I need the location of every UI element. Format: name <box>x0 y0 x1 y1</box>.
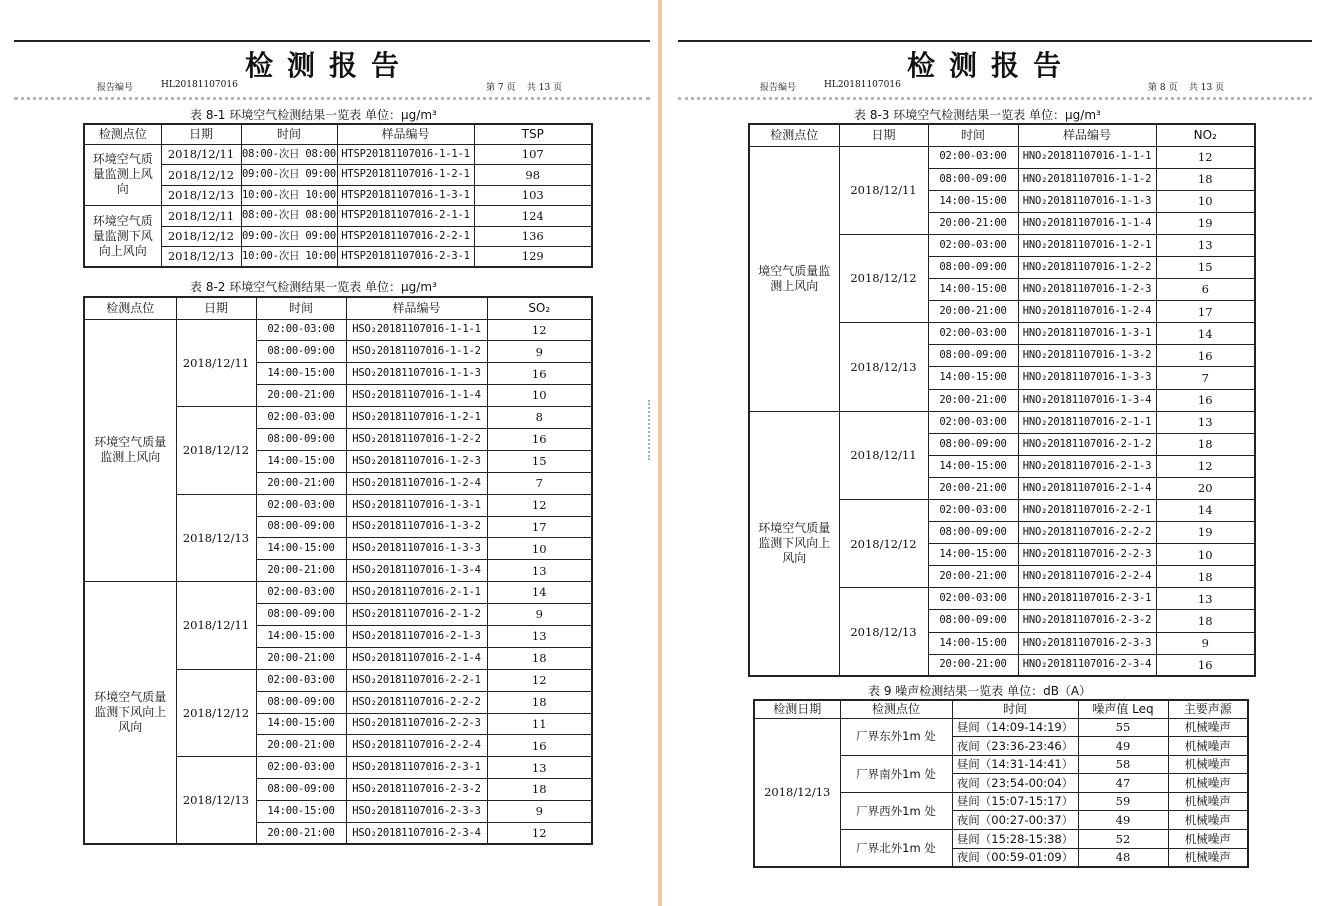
time-cell: 08:00-09:00 <box>256 341 346 363</box>
date-cell: 2018/12/13 <box>176 494 256 582</box>
source-cell: 机械噪声 <box>1168 755 1248 774</box>
location-cell: 环境空气质量监测下风向上风向 <box>84 206 161 268</box>
time-cell: 09:00-次日 09:00 <box>241 165 337 186</box>
value-cell: 13 <box>487 560 592 582</box>
table-8-1 <box>83 123 593 268</box>
value-cell: 59 <box>1078 792 1168 811</box>
column-header: 时间 <box>928 124 1018 146</box>
value-cell: 13 <box>1156 411 1255 433</box>
time-cell: 02:00-03:00 <box>256 494 346 516</box>
value-cell: 16 <box>1156 345 1255 367</box>
header-row <box>84 124 592 144</box>
location-cell: 环境空气质量监测上风向 <box>84 319 176 582</box>
column-header: 噪声值 Leq <box>1078 700 1168 718</box>
column-header: 样品编号 <box>1018 124 1156 146</box>
value-cell: 10 <box>1156 544 1255 566</box>
time-cell: 14:00-15:00 <box>256 538 346 560</box>
value-cell: 18 <box>1156 433 1255 455</box>
value-cell: 18 <box>487 647 592 669</box>
sample-id-cell: HNO₂20181107016-1-2-2 <box>1018 256 1156 278</box>
time-cell: 夜间（23:36-23:46） <box>952 737 1078 756</box>
sample-id-cell: HSO₂20181107016-2-2-3 <box>346 713 487 735</box>
time-cell: 昼间（15:28-15:38） <box>952 830 1078 849</box>
value-cell: 52 <box>1078 830 1168 849</box>
header-divider <box>678 97 1312 100</box>
date-cell: 2018/12/11 <box>161 144 241 165</box>
value-cell: 6 <box>1156 279 1255 301</box>
value-cell: 16 <box>1156 389 1255 411</box>
location-cell: 环境空气质量监测下风向上风向 <box>749 411 839 676</box>
column-header: 检测点位 <box>84 124 161 144</box>
column-header: TSP <box>474 124 592 144</box>
time-cell: 14:00-15:00 <box>928 190 1018 212</box>
sample-id-cell: HNO₂20181107016-2-2-3 <box>1018 544 1156 566</box>
time-cell: 08:00-09:00 <box>256 428 346 450</box>
time-cell: 20:00-21:00 <box>928 654 1018 676</box>
header-rule <box>14 40 650 42</box>
time-cell: 02:00-03:00 <box>928 146 1018 168</box>
sample-id-cell: HSO₂20181107016-2-3-2 <box>346 779 487 801</box>
value-cell: 15 <box>1156 256 1255 278</box>
sample-id-cell: HNO₂20181107016-2-3-2 <box>1018 610 1156 632</box>
sample-id-cell: HNO₂20181107016-2-1-2 <box>1018 433 1156 455</box>
column-header: 检测点位 <box>840 700 952 718</box>
location-cell: 厂界东外1m 处 <box>840 718 952 755</box>
source-cell: 机械噪声 <box>1168 830 1248 849</box>
sample-id-cell: HSO₂20181107016-1-1-4 <box>346 385 487 407</box>
time-cell: 夜间（00:59-01:09） <box>952 848 1078 867</box>
sample-id-cell: HSO₂20181107016-1-3-3 <box>346 538 487 560</box>
time-cell: 08:00-09:00 <box>928 610 1018 632</box>
time-cell: 02:00-03:00 <box>256 582 346 604</box>
time-cell: 09:00-次日 09:00 <box>241 226 337 247</box>
value-cell: 18 <box>1156 610 1255 632</box>
sample-id-cell: HNO₂20181107016-2-3-3 <box>1018 632 1156 654</box>
time-cell: 10:00-次日 10:00 <box>241 247 337 268</box>
sample-id-cell: HSO₂20181107016-1-2-4 <box>346 472 487 494</box>
time-cell: 20:00-21:00 <box>256 472 346 494</box>
location-cell: 环境空气质量监测上风向 <box>84 144 161 206</box>
time-cell: 20:00-21:00 <box>928 212 1018 234</box>
time-cell: 14:00-15:00 <box>928 279 1018 301</box>
sample-id-cell: HSO₂20181107016-2-3-3 <box>346 801 487 823</box>
table-8-3-caption: 表 8-3 环境空气检测结果一览表 单位：μg/m³ <box>854 108 1101 122</box>
column-header: 时间 <box>952 700 1078 718</box>
time-cell: 08:00-09:00 <box>928 168 1018 190</box>
sample-id-cell: HNO₂20181107016-1-1-1 <box>1018 146 1156 168</box>
value-cell: 19 <box>1156 212 1255 234</box>
value-cell: 129 <box>474 247 592 268</box>
time-cell: 昼间（15:07-15:17） <box>952 792 1078 811</box>
sample-id-cell: HSO₂20181107016-1-1-3 <box>346 363 487 385</box>
sample-id-cell: HTSP20181107016-2-1-1 <box>337 206 474 227</box>
sample-id-cell: HSO₂20181107016-2-1-2 <box>346 604 487 626</box>
date-cell: 2018/12/13 <box>176 757 256 845</box>
table-8-2-caption: 表 8-2 环境空气检测结果一览表 单位：μg/m³ <box>190 280 437 294</box>
source-cell: 机械噪声 <box>1168 811 1248 830</box>
date-cell: 2018/12/11 <box>176 319 256 407</box>
value-cell: 14 <box>1156 323 1255 345</box>
value-cell: 7 <box>487 472 592 494</box>
value-cell: 16 <box>1156 654 1255 676</box>
time-cell: 夜间（00:27-00:37） <box>952 811 1078 830</box>
sample-id-cell: HNO₂20181107016-1-2-1 <box>1018 234 1156 256</box>
time-cell: 08:00-09:00 <box>928 256 1018 278</box>
date-cell: 2018/12/13 <box>839 588 928 676</box>
value-cell: 49 <box>1078 811 1168 830</box>
time-cell: 02:00-03:00 <box>928 588 1018 610</box>
value-cell: 9 <box>487 341 592 363</box>
sample-id-cell: HNO₂20181107016-1-1-2 <box>1018 168 1156 190</box>
sample-id-cell: HSO₂20181107016-1-2-2 <box>346 428 487 450</box>
value-cell: 16 <box>487 363 592 385</box>
date-cell: 2018/12/12 <box>161 226 241 247</box>
table-row <box>84 185 592 206</box>
sample-id-cell: HSO₂20181107016-1-1-1 <box>346 319 487 341</box>
time-cell: 20:00-21:00 <box>256 560 346 582</box>
report-no: HL20181107016 <box>161 80 238 90</box>
time-cell: 02:00-03:00 <box>256 319 346 341</box>
sample-id-cell: HNO₂20181107016-2-2-2 <box>1018 522 1156 544</box>
page-number: 第 8 页 共 13 页 <box>1148 83 1225 93</box>
time-cell: 02:00-03:00 <box>928 234 1018 256</box>
table-row <box>84 144 592 165</box>
date-cell: 2018/12/13 <box>839 323 928 411</box>
time-cell: 08:00-09:00 <box>928 433 1018 455</box>
time-cell: 14:00-15:00 <box>256 363 346 385</box>
column-header: 日期 <box>839 124 928 146</box>
table-row <box>754 718 1248 737</box>
table-row <box>749 411 1255 433</box>
time-cell: 14:00-15:00 <box>928 367 1018 389</box>
sample-id-cell: HSO₂20181107016-1-3-1 <box>346 494 487 516</box>
date-cell: 2018/12/13 <box>754 718 840 867</box>
value-cell: 14 <box>487 582 592 604</box>
value-cell: 9 <box>487 801 592 823</box>
sample-id-cell: HSO₂20181107016-2-1-4 <box>346 647 487 669</box>
time-cell: 20:00-21:00 <box>256 735 346 757</box>
time-cell: 20:00-21:00 <box>256 647 346 669</box>
column-header: 时间 <box>256 297 346 319</box>
time-cell: 20:00-21:00 <box>928 566 1018 588</box>
column-header: NO₂ <box>1156 124 1255 146</box>
source-cell: 机械噪声 <box>1168 718 1248 737</box>
table-row <box>84 165 592 186</box>
value-cell: 18 <box>487 691 592 713</box>
date-cell: 2018/12/11 <box>839 146 928 234</box>
value-cell: 107 <box>474 144 592 165</box>
table-row <box>749 146 1255 168</box>
sample-id-cell: HSO₂20181107016-2-2-4 <box>346 735 487 757</box>
location-cell: 环境空气质量监测下风向上风向 <box>84 582 176 845</box>
sample-id-cell: HSO₂20181107016-1-2-1 <box>346 407 487 429</box>
time-cell: 14:00-15:00 <box>256 801 346 823</box>
value-cell: 14 <box>1156 500 1255 522</box>
sample-id-cell: HNO₂20181107016-1-3-2 <box>1018 345 1156 367</box>
value-cell: 7 <box>1156 367 1255 389</box>
header-row <box>84 297 592 319</box>
value-cell: 10 <box>487 385 592 407</box>
value-cell: 48 <box>1078 848 1168 867</box>
table-row <box>84 319 592 341</box>
page-title: 检测报告 <box>906 49 1075 82</box>
date-cell: 2018/12/12 <box>161 165 241 186</box>
value-cell: 124 <box>474 206 592 227</box>
date-cell: 2018/12/12 <box>176 407 256 495</box>
value-cell: 9 <box>487 604 592 626</box>
sample-id-cell: HNO₂20181107016-2-2-4 <box>1018 566 1156 588</box>
sample-id-cell: HNO₂20181107016-1-1-4 <box>1018 212 1156 234</box>
time-cell: 02:00-03:00 <box>928 323 1018 345</box>
sample-id-cell: HNO₂20181107016-2-1-4 <box>1018 477 1156 499</box>
location-cell: 厂界南外1m 处 <box>840 755 952 792</box>
time-cell: 02:00-03:00 <box>928 500 1018 522</box>
value-cell: 17 <box>487 516 592 538</box>
page-title: 检测报告 <box>244 49 413 82</box>
sample-id-cell: HTSP20181107016-1-3-1 <box>337 185 474 206</box>
value-cell: 12 <box>487 494 592 516</box>
time-cell: 20:00-21:00 <box>256 822 346 844</box>
value-cell: 13 <box>1156 234 1255 256</box>
date-cell: 2018/12/12 <box>176 669 256 757</box>
column-header: 主要声源 <box>1168 700 1248 718</box>
column-header: 日期 <box>161 124 241 144</box>
value-cell: 13 <box>487 625 592 647</box>
value-cell: 20 <box>1156 477 1255 499</box>
date-cell: 2018/12/11 <box>161 206 241 227</box>
value-cell: 11 <box>487 713 592 735</box>
time-cell: 08:00-次日 08:00 <box>241 144 337 165</box>
sample-id-cell: HNO₂20181107016-2-3-4 <box>1018 654 1156 676</box>
time-cell: 10:00-次日 10:00 <box>241 185 337 206</box>
value-cell: 13 <box>1156 588 1255 610</box>
sample-id-cell: HSO₂20181107016-2-2-2 <box>346 691 487 713</box>
source-cell: 机械噪声 <box>1168 848 1248 867</box>
sample-id-cell: HNO₂20181107016-1-2-4 <box>1018 301 1156 323</box>
time-cell: 20:00-21:00 <box>928 477 1018 499</box>
time-cell: 02:00-03:00 <box>256 757 346 779</box>
value-cell: 16 <box>487 735 592 757</box>
value-cell: 98 <box>474 165 592 186</box>
date-cell: 2018/12/11 <box>839 411 928 499</box>
location-cell: 境空气质量监测上风向 <box>749 146 839 411</box>
column-header: 样品编号 <box>337 124 474 144</box>
value-cell: 13 <box>487 757 592 779</box>
sample-id-cell: HSO₂20181107016-2-1-1 <box>346 582 487 604</box>
time-cell: 14:00-15:00 <box>256 450 346 472</box>
time-cell: 20:00-21:00 <box>928 301 1018 323</box>
source-cell: 机械噪声 <box>1168 792 1248 811</box>
sample-id-cell: HSO₂20181107016-2-3-4 <box>346 822 487 844</box>
time-cell: 昼间（14:31-14:41） <box>952 755 1078 774</box>
value-cell: 49 <box>1078 737 1168 756</box>
table-8-3 <box>748 123 1256 677</box>
value-cell: 16 <box>487 428 592 450</box>
sample-id-cell: HNO₂20181107016-1-3-4 <box>1018 389 1156 411</box>
time-cell: 14:00-15:00 <box>928 544 1018 566</box>
sample-id-cell: HTSP20181107016-2-2-1 <box>337 226 474 247</box>
value-cell: 55 <box>1078 718 1168 737</box>
table-row <box>84 247 592 268</box>
time-cell: 14:00-15:00 <box>928 455 1018 477</box>
time-cell: 14:00-15:00 <box>256 625 346 647</box>
sample-id-cell: HNO₂20181107016-1-3-3 <box>1018 367 1156 389</box>
column-header: 样品编号 <box>346 297 487 319</box>
report-no-label: 报告编号 <box>760 83 797 93</box>
time-cell: 14:00-15:00 <box>256 713 346 735</box>
time-cell: 02:00-03:00 <box>928 411 1018 433</box>
header-row <box>749 124 1255 146</box>
sample-id-cell: HNO₂20181107016-2-3-1 <box>1018 588 1156 610</box>
time-cell: 02:00-03:00 <box>256 407 346 429</box>
sample-id-cell: HSO₂20181107016-1-3-4 <box>346 560 487 582</box>
date-cell: 2018/12/11 <box>176 582 256 670</box>
sample-id-cell: HSO₂20181107016-1-2-3 <box>346 450 487 472</box>
table-row <box>84 582 592 604</box>
page-number: 第 7 页 共 13 页 <box>486 83 563 93</box>
date-cell: 2018/12/12 <box>839 500 928 588</box>
value-cell: 58 <box>1078 755 1168 774</box>
value-cell: 15 <box>487 450 592 472</box>
value-cell: 9 <box>1156 632 1255 654</box>
time-cell: 08:00-09:00 <box>256 604 346 626</box>
sample-id-cell: HTSP20181107016-2-3-1 <box>337 247 474 268</box>
source-cell: 机械噪声 <box>1168 774 1248 793</box>
time-cell: 08:00-09:00 <box>928 345 1018 367</box>
sample-id-cell: HSO₂20181107016-2-2-1 <box>346 669 487 691</box>
sample-id-cell: HSO₂20181107016-1-3-2 <box>346 516 487 538</box>
sample-id-cell: HSO₂20181107016-1-1-2 <box>346 341 487 363</box>
report-no-label: 报告编号 <box>97 83 134 93</box>
time-cell: 08:00-09:00 <box>256 779 346 801</box>
value-cell: 8 <box>487 407 592 429</box>
value-cell: 12 <box>487 319 592 341</box>
table-9-caption: 表 9 噪声检测结果一览表 单位：dB（A） <box>868 684 1092 698</box>
sample-id-cell: HTSP20181107016-1-2-1 <box>337 165 474 186</box>
sample-id-cell: HTSP20181107016-1-1-1 <box>337 144 474 165</box>
header-divider <box>14 97 650 100</box>
value-cell: 17 <box>1156 301 1255 323</box>
time-cell: 02:00-03:00 <box>256 669 346 691</box>
value-cell: 12 <box>1156 146 1255 168</box>
sample-id-cell: HNO₂20181107016-2-1-1 <box>1018 411 1156 433</box>
column-header: 时间 <box>241 124 337 144</box>
column-header: 检测日期 <box>754 700 840 718</box>
report-page-8 <box>662 0 1320 906</box>
header-rule <box>678 40 1312 42</box>
location-cell: 厂界北外1m 处 <box>840 830 952 867</box>
report-page-7 <box>0 0 658 906</box>
sample-id-cell: HNO₂20181107016-2-1-3 <box>1018 455 1156 477</box>
time-cell: 昼间（14:09-14:19） <box>952 718 1078 737</box>
time-cell: 20:00-21:00 <box>928 389 1018 411</box>
value-cell: 10 <box>487 538 592 560</box>
time-cell: 20:00-21:00 <box>256 385 346 407</box>
location-cell: 厂界西外1m 处 <box>840 792 952 829</box>
column-header: SO₂ <box>487 297 592 319</box>
source-cell: 机械噪声 <box>1168 737 1248 756</box>
value-cell: 47 <box>1078 774 1168 793</box>
time-cell: 08:00-09:00 <box>256 516 346 538</box>
date-cell: 2018/12/13 <box>161 247 241 268</box>
header-row <box>754 700 1248 718</box>
value-cell: 12 <box>487 669 592 691</box>
column-header: 检测点位 <box>84 297 176 319</box>
sample-id-cell: HNO₂20181107016-2-2-1 <box>1018 500 1156 522</box>
time-cell: 08:00-09:00 <box>928 522 1018 544</box>
table-row <box>84 206 592 227</box>
sample-id-cell: HSO₂20181107016-2-3-1 <box>346 757 487 779</box>
value-cell: 18 <box>1156 168 1255 190</box>
table-8-2 <box>83 296 593 845</box>
table-8-1-caption: 表 8-1 环境空气检测结果一览表 单位：μg/m³ <box>190 108 437 122</box>
column-header: 检测点位 <box>749 124 839 146</box>
date-cell: 2018/12/13 <box>161 185 241 206</box>
scan-marks <box>648 400 656 460</box>
value-cell: 136 <box>474 226 592 247</box>
table-9 <box>753 699 1249 868</box>
sample-id-cell: HNO₂20181107016-1-2-3 <box>1018 279 1156 301</box>
time-cell: 夜间（23:54-00:04） <box>952 774 1078 793</box>
value-cell: 18 <box>487 779 592 801</box>
value-cell: 103 <box>474 185 592 206</box>
sample-id-cell: HNO₂20181107016-1-1-3 <box>1018 190 1156 212</box>
sample-id-cell: HSO₂20181107016-2-1-3 <box>346 625 487 647</box>
report-no: HL20181107016 <box>824 80 901 90</box>
time-cell: 08:00-次日 08:00 <box>241 206 337 227</box>
value-cell: 12 <box>1156 455 1255 477</box>
date-cell: 2018/12/12 <box>839 234 928 322</box>
value-cell: 12 <box>487 822 592 844</box>
table-row <box>84 226 592 247</box>
column-header: 日期 <box>176 297 256 319</box>
time-cell: 08:00-09:00 <box>256 691 346 713</box>
value-cell: 18 <box>1156 566 1255 588</box>
time-cell: 14:00-15:00 <box>928 632 1018 654</box>
value-cell: 10 <box>1156 190 1255 212</box>
value-cell: 19 <box>1156 522 1255 544</box>
sample-id-cell: HNO₂20181107016-1-3-1 <box>1018 323 1156 345</box>
